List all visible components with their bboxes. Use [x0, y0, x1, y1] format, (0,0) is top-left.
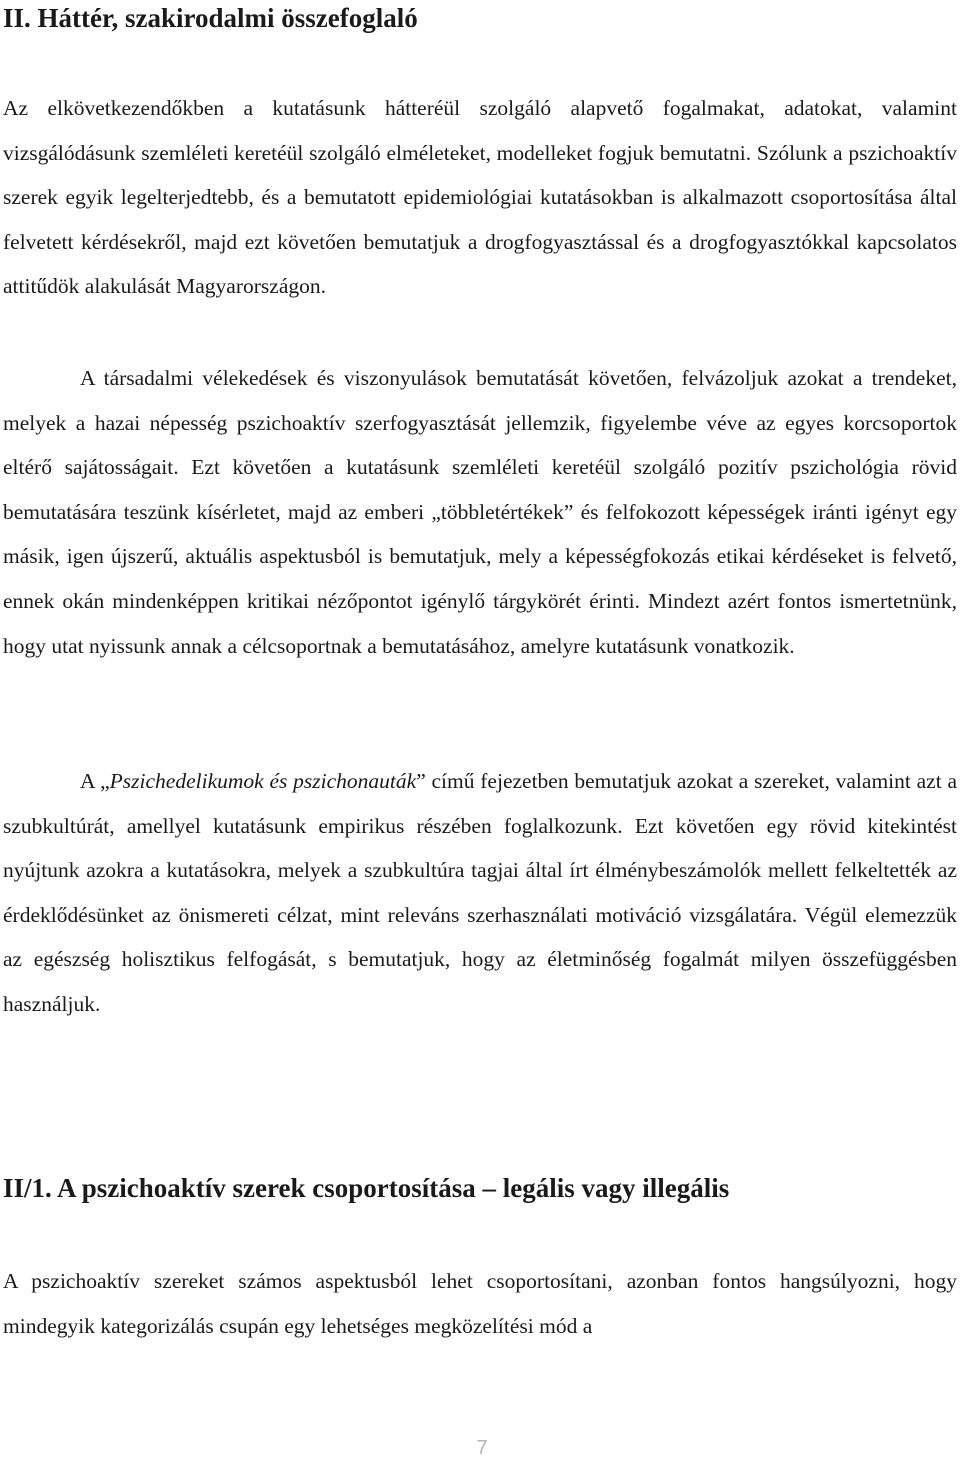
subsection-title: II/1. A pszichoaktív szerek csoportosítása – legális vagy illegális — [3, 1173, 730, 1203]
chapter-title-reference: Pszichedelikumok és pszichonauták — [109, 769, 417, 793]
chapter-overview-paragraph — [3, 759, 957, 1027]
paragraph-text-after: ” című fejezetben bemutatjuk azokat a szereket, valamint azt a szubkultúrát, amellyel kutatásunk empirikus részében foglalkozunk. Ezt követően egy rövid kitekintést nyújtunk azokra a kutatásokra, melyek a szubkultúra tagjai által írt élménybeszámolók mellett felkeltették az érdeklődésünket az önismereti célzat, mint releváns szerhasználati motiváció vizsgálatára. Végül elemezzük az egészség holisztikus felfogását, s bemutatjuk, hogy az életminőség fogalmát milyen összefüggésben használjuk. — [3, 769, 958, 1016]
page-number: 7 — [476, 1437, 488, 1459]
section-title: II. Háttér, szakirodalmi összefoglaló — [3, 3, 418, 33]
trends-paragraph: A társadalmi vélekedések és viszonyulások bemutatását követően, felvázoljuk azokat a trendeket, melyek a hazai népesség pszichoaktív szerfogyasztását jellemzik, figyelembe véve az egyes korcsoportok eltérő sajátosságait. Ezt követően a kutatásunk szemléleti keretéül szolgáló pozitív pszichológia rövid bemutatására teszünk kísérletet, majd az emberi „többletértékek” és felfokozott képességek iránti igényt egy másik, igen újszerű, aktuális aspektusból is bemutatjuk, mely a képességfokozás etikai kérdéseket is felvető, ennek okán mindenképpen kritikai nézőpontot igénylő tárgykörét érinti. Mindezt azért fontos ismertetnünk, hogy utat nyissunk annak a célcsoportnak a bemutatásához, amelyre kutatásunk vonatkozik. — [3, 366, 957, 658]
intro-paragraph: Az elkövetkezendőkben a kutatásunk hátteréül szolgáló alapvető fogalmakat, adatokat, valamint vizsgálódásunk szemléleti keretéül szolgáló elméleteket, modelleket fogjuk bemutatni. Szólunk a pszichoaktív szerek egyik legelterjedtebb, és a bemutatott epidemiológiai kutatásokban is alkalmazott csoportosítása által felvetett kérdésekről, majd ezt követően bemutatjuk a drogfogyasztással és a drogfogyasztókkal kapcsolatos attitűdök alakulását Magyarországon. — [3, 96, 957, 299]
paragraph-text-before: A „ — [80, 769, 110, 793]
subsection-paragraph: A pszichoaktív szereket számos aspektusból lehet csoportosítani, azonban fontos hangsúlyozni, hogy mindegyik kategorizálás csupán egy lehetséges megközelítési mód a — [3, 1269, 957, 1338]
